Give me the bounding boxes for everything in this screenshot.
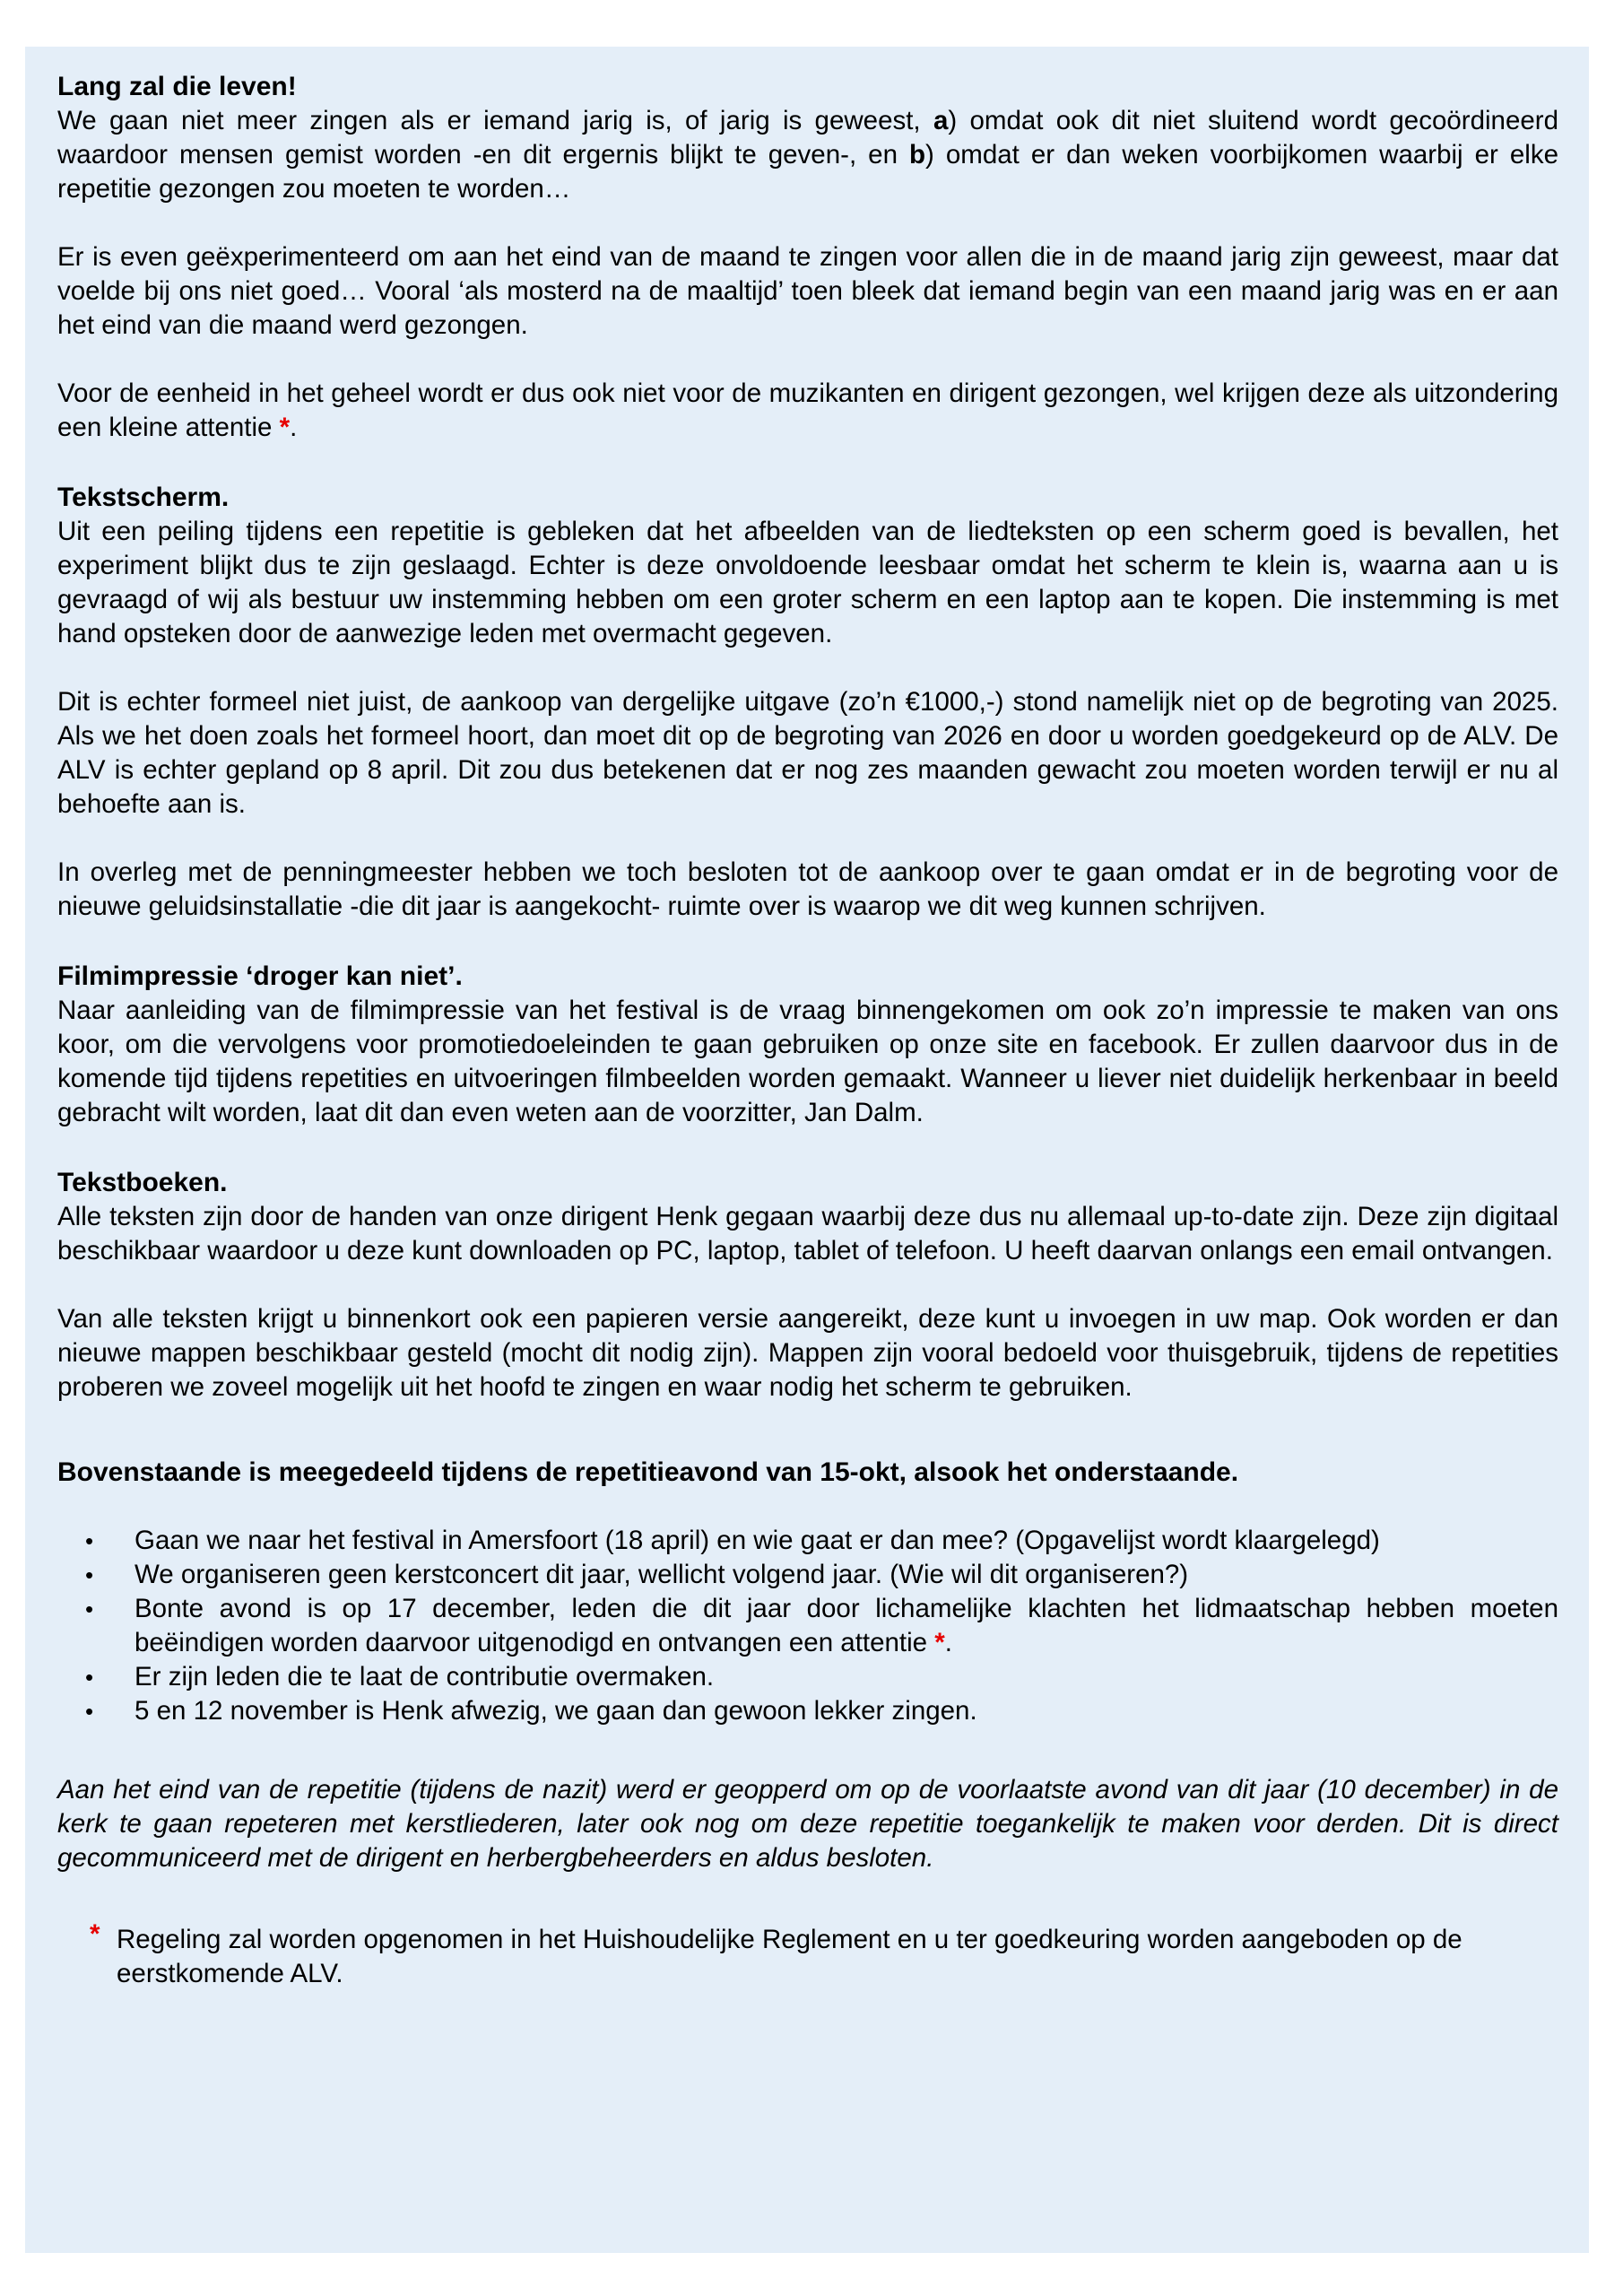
text-run: ) omdat ook dit niet sluitend wordt gecoördineerd waardoor mensen gemist worden -en dit ergernis blijkt te geven-, en [57, 106, 1558, 170]
paragraph [57, 685, 1558, 822]
footnote [57, 1919, 1558, 1991]
bullet-icon: • [85, 1527, 94, 1554]
section-heading: Filmimpressie ‘droger kan niet’. [57, 961, 463, 991]
paragraph [57, 515, 1558, 651]
footnote-marker: * [279, 413, 291, 442]
bullet-item [57, 1694, 1558, 1728]
text-run: Dit is echter formeel niet juist, de aankoop van dergelijke uitgave (zo’n €1000,-) stond namelijk niet op de begroting van 2025. Als we het doen zoals het formeel hoort, dan moet dit op de begroting van 2026 en door u worden goedgekeurd op de ALV. De ALV is echter gepland op 8 april. Dit zou dus betekenen dat er nog zes maanden gewacht zou moeten worden terwijl er nu al behoefte aan is. [57, 687, 1558, 819]
section-heading: Tekstboeken. [57, 1168, 228, 1197]
text-run: Aan het eind van de repetitie (tijdens de nazit) werd er geopperd om op de voorlaatste avond van dit jaar (10 december) in de kerk te gaan repeteren met kerstliederen, later ook nog om deze repetitie toegankelijk te maken voor derden. Dit is direct gecommuniceerd met de dirigent en herbergbeheerders en aldus besloten. [57, 1775, 1558, 1873]
paragraph [57, 104, 1558, 206]
text-run: In overleg met de penningmeester hebben we toch besloten tot de aankoop over te gaan omdat er in de begroting voor de nieuwe geluidsinstallatie -die dit jaar is aangekocht- ruimte over is waarop we dit weg kunnen schrijven. [57, 857, 1558, 921]
text-run: Naar aanleiding van de filmimpressie van het festival is de vraag binnengekomen om ook zo’n impressie te maken van ons koor, om die vervolgens voor promotiedoeleinden te gaan gebruiken op onze site en facebook. Er zullen daarvoor dus in de komende tijd tijdens repetities en uitvoeringen filmbeelden worden gemaakt. Wanneer u liever niet duidelijk herkenbaar in beeld gebracht wilt worden, laat dit dan even weten aan de voorzitter, Jan Dalm. [57, 996, 1558, 1127]
bullet-icon: • [85, 1596, 94, 1622]
footnote-asterisk: * [90, 1919, 100, 1949]
paragraph [57, 994, 1558, 1130]
paragraph [57, 1200, 1558, 1268]
paragraph [57, 1302, 1558, 1405]
text-run: 5 en 12 november is Henk afwezig, we gaan dan gewoon lekker zingen. [135, 1696, 977, 1726]
section-heading: Lang zal die leven! [57, 72, 297, 101]
text-run: Voor de eenheid in het geheel wordt er dus ook niet voor de muzikanten en dirigent gezongen, wel krijgen deze als uitzondering een kleine attentie [57, 378, 1558, 442]
text-run: . [944, 1628, 952, 1657]
text-run: Uit een peiling tijdens een repetitie is gebleken dat het afbeelden van de liedteksten op een scherm goed is bevallen, het experiment blijkt dus te zijn geslaagd. Echter is deze onvoldoende leesbaar omdat het scherm te klein is, waarna aan u is gevraagd of wij als bestuur uw instemming hebben om een groter scherm en een laptop aan te kopen. Die instemming is met hand opsteken door de aanwezige leden met overmacht gegeven. [57, 517, 1558, 648]
text-run: We gaan niet meer zingen als er iemand jarig is, of jarig is geweest, [57, 106, 933, 135]
text-run: Van alle teksten krijgt u binnenkort ook een papieren versie aangereikt, deze kunt u invoegen in uw map. Ook worden er dan nieuwe mappen beschikbaar gesteld (mocht dit nodig zijn). Mappen zijn vooral bedoeld voor thuisgebruik, tijdens de repetities proberen we zoveel mogelijk uit het hoofd te zingen en waar nodig het scherm te gebruiken. [57, 1304, 1558, 1402]
italic-paragraph [57, 1773, 1558, 1875]
footnote-text [117, 1923, 1515, 1991]
paragraph [57, 240, 1558, 343]
bullet-text [135, 1558, 1558, 1592]
text-run: Alle teksten zijn door de handen van onze dirigent Henk gegaan waarbij deze dus nu allemaal up-to-date zijn. Deze zijn digitaal beschikbaar waardoor u deze kunt downloaden op PC, laptop, tablet of telefoon. U heeft daarvan onlangs een email ontvangen. [57, 1202, 1558, 1265]
bullet-text [135, 1694, 1558, 1728]
section-heading: Tekstscherm. [57, 483, 230, 512]
paragraph [57, 377, 1558, 445]
text-run: Er is even geëxperimenteerd om aan het eind van de maand te zingen voor allen die in de maand jarig zijn geweest, maar dat voelde bij ons niet goed… Vooral ‘als mosterd na de maaltijd’ toen bleek dat iemand begin van een maand jarig was en er aan het eind van die maand werd gezongen. [57, 242, 1558, 340]
newsletter-page [25, 47, 1589, 2253]
bullet-item [57, 1524, 1558, 1558]
bullet-item [57, 1592, 1558, 1660]
text-run: . [290, 413, 298, 442]
bold-text: b [909, 140, 926, 170]
announcement-line: Bovenstaande is meegedeeld tijdens de repetitieavond van 15-okt, alsook het onderstaande. [57, 1457, 1239, 1487]
text-run: Gaan we naar het festival in Amersfoort (18 april) en wie gaat er dan mee? (Opgavelijst wordt klaargelegd) [135, 1526, 1380, 1555]
text-run: We organiseren geen kerstconcert dit jaar, wellicht volgend jaar. (Wie wil dit organiseren?) [135, 1560, 1189, 1589]
content [57, 70, 1558, 1991]
bullet-list [57, 1524, 1558, 1728]
bullet-text [135, 1592, 1558, 1660]
bullet-icon: • [85, 1664, 94, 1691]
text-run: Regeling zal worden opgenomen in het Huishoudelijke Reglement en u ter goedkeuring worden aangeboden op de eerstkomende ALV. [117, 1925, 1462, 1988]
bullet-text [135, 1660, 1558, 1694]
bullet-item [57, 1660, 1558, 1694]
bullet-icon: • [85, 1561, 94, 1588]
bullet-icon: • [85, 1698, 94, 1725]
text-run: Bonte avond is op 17 december, leden die dit jaar door lichamelijke klachten het lidmaatschap hebben moeten beëindigen worden daarvoor uitgenodigd en ontvangen een attentie [135, 1594, 1558, 1657]
paragraph [57, 856, 1558, 924]
bullet-text [135, 1524, 1558, 1558]
text-run: ) omdat er dan weken voorbijkomen waarbij er elke repetitie gezongen zou moeten te worden… [57, 140, 1558, 204]
bold-text: a [933, 106, 949, 135]
bullet-item [57, 1558, 1558, 1592]
footnote-marker: * [934, 1628, 945, 1657]
text-run: Er zijn leden die te laat de contributie overmaken. [135, 1662, 715, 1692]
